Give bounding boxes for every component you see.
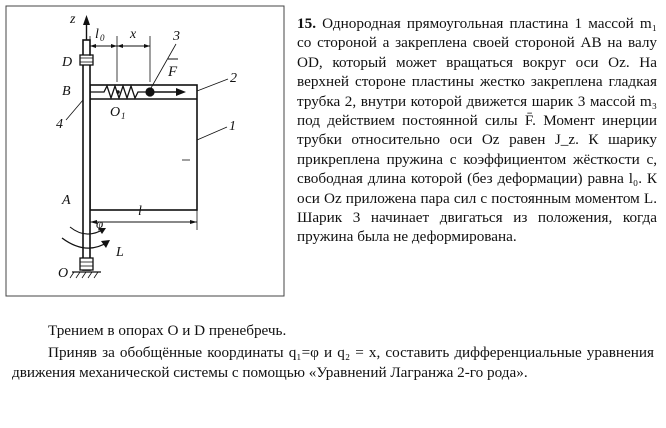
bearing-d xyxy=(80,55,93,65)
label-z: z xyxy=(70,12,76,27)
label-1: 1 xyxy=(229,119,236,134)
plate-1 xyxy=(90,85,197,210)
label-4: 4 xyxy=(56,117,63,132)
mechanism-figure xyxy=(0,0,290,300)
label-b: B xyxy=(62,84,71,99)
label-l0-sub: 0 xyxy=(100,33,105,43)
label-x: x xyxy=(130,27,137,42)
leader-1 xyxy=(197,127,227,140)
point-o1 xyxy=(116,90,120,94)
friction-note: Трением в опорах O и D пренебречь. xyxy=(48,322,287,339)
label-l0: l xyxy=(95,27,99,42)
problem-text: Однородная прямоугольная пластина 1 массой m₁ со стороной a закреплена своей стороной AB на валу OD, который может вращаться вокруг оси Oz. На верхней стороне пластины жестко закреплена гладкая трубка 2, внутри которой движется шарик 3 массой m₃ под действием постоянной силы F̄. Момент инерции трубки относительно оси Oz равен J_z. К шарику прикреплена пружина с коэффициентом жёсткости c, свободная длина которой (без деформации) равна l₀. К оси Oz приложена пара сил с постоянным моментом L. Шарик 3 начинает двигаться из положения, когда пружина была не деформирована. xyxy=(297,15,658,246)
task-statement: Приняв за обобщённые координаты q₁=φ и q₂ = x, составить дифференциальные уравнения движения механической системы с помощью «Уравнений Лагранжа 2-го рода». xyxy=(12,344,654,381)
label-o1-sub: 1 xyxy=(121,111,126,121)
label-o1: O xyxy=(110,105,121,120)
bearing-o xyxy=(80,258,93,270)
label-2: 2 xyxy=(230,71,237,86)
leader-4 xyxy=(66,100,83,120)
label-l-moment: L xyxy=(116,245,124,260)
label-phi: φ xyxy=(96,216,104,231)
label-a: A xyxy=(62,193,71,208)
problem-statement xyxy=(297,14,657,247)
z-axis-arrowhead xyxy=(83,15,90,25)
problem-number: 15. xyxy=(297,15,316,32)
label-l: l xyxy=(138,204,142,219)
label-3: 3 xyxy=(173,29,180,44)
label-f: F xyxy=(168,64,178,80)
figure-frame xyxy=(6,6,284,296)
label-o: O xyxy=(58,266,69,281)
label-d: D xyxy=(62,55,73,70)
force-f-arrowhead xyxy=(176,88,186,96)
leader-2 xyxy=(197,79,228,91)
ball-3 xyxy=(145,87,154,96)
shaft-od xyxy=(83,40,90,270)
